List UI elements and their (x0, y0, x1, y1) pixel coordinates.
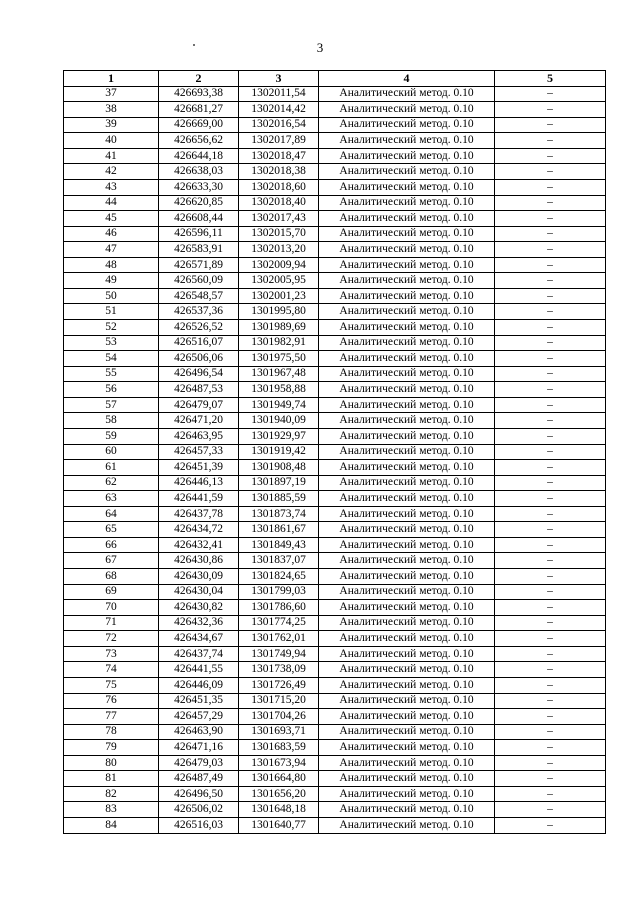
table-row (64, 195, 606, 211)
description-cell: – (495, 786, 606, 802)
y-coordinate-cell: 1302011,54 (239, 86, 319, 102)
x-coordinate-cell: 426560,09 (159, 273, 239, 289)
description-cell: – (495, 413, 606, 429)
method-cell: Аналитический метод. 0.10 (319, 86, 495, 102)
x-coordinate-cell: 426506,02 (159, 802, 239, 818)
x-coordinate-cell: 426441,59 (159, 491, 239, 507)
method-cell: Аналитический метод. 0.10 (319, 444, 495, 460)
method-cell: Аналитический метод. 0.10 (319, 133, 495, 149)
description-cell: – (495, 491, 606, 507)
description-cell: – (495, 320, 606, 336)
table-row (64, 755, 606, 771)
description-cell: – (495, 211, 606, 227)
point-number-cell: 71 (64, 615, 159, 631)
table-row (64, 102, 606, 118)
y-coordinate-cell: 1302017,89 (239, 133, 319, 149)
coordinates-table (63, 70, 606, 834)
method-cell: Аналитический метод. 0.10 (319, 569, 495, 585)
point-number-cell: 60 (64, 444, 159, 460)
table-row (64, 600, 606, 616)
description-cell: – (495, 133, 606, 149)
point-number-cell: 76 (64, 693, 159, 709)
x-coordinate-cell: 426693,38 (159, 86, 239, 102)
description-cell: – (495, 335, 606, 351)
method-cell: Аналитический метод. 0.10 (319, 257, 495, 273)
y-coordinate-cell: 1301640,77 (239, 818, 319, 834)
x-coordinate-cell: 426571,89 (159, 257, 239, 273)
x-coordinate-cell: 426437,78 (159, 506, 239, 522)
point-number-cell: 80 (64, 755, 159, 771)
point-number-cell: 55 (64, 366, 159, 382)
description-cell: – (495, 117, 606, 133)
x-coordinate-cell: 426471,16 (159, 740, 239, 756)
point-number-cell: 52 (64, 320, 159, 336)
y-coordinate-cell: 1302013,20 (239, 242, 319, 258)
table-row (64, 86, 606, 102)
description-cell: – (495, 631, 606, 647)
method-cell: Аналитический метод. 0.10 (319, 740, 495, 756)
x-coordinate-cell: 426430,09 (159, 569, 239, 585)
y-coordinate-cell: 1301995,80 (239, 304, 319, 320)
description-cell: – (495, 102, 606, 118)
table-header (64, 71, 606, 87)
method-cell: Аналитический метод. 0.10 (319, 755, 495, 771)
method-cell: Аналитический метод. 0.10 (319, 802, 495, 818)
x-coordinate-cell: 426446,09 (159, 677, 239, 693)
table-row (64, 413, 606, 429)
point-number-cell: 74 (64, 662, 159, 678)
table-row (64, 257, 606, 273)
y-coordinate-cell: 1301982,91 (239, 335, 319, 351)
x-coordinate-cell: 426457,29 (159, 709, 239, 725)
description-cell: – (495, 382, 606, 398)
header-row (64, 71, 606, 87)
method-cell: Аналитический метод. 0.10 (319, 102, 495, 118)
point-number-cell: 54 (64, 351, 159, 367)
y-coordinate-cell: 1301861,67 (239, 522, 319, 538)
description-cell: – (495, 242, 606, 258)
description-cell: – (495, 677, 606, 693)
table-body (64, 86, 606, 833)
table-row (64, 771, 606, 787)
x-coordinate-cell: 426434,72 (159, 522, 239, 538)
x-coordinate-cell: 426537,36 (159, 304, 239, 320)
point-number-cell: 46 (64, 226, 159, 242)
x-coordinate-cell: 426526,52 (159, 320, 239, 336)
x-coordinate-cell: 426487,49 (159, 771, 239, 787)
method-cell: Аналитический метод. 0.10 (319, 413, 495, 429)
x-coordinate-cell: 426608,44 (159, 211, 239, 227)
x-coordinate-cell: 426620,85 (159, 195, 239, 211)
y-coordinate-cell: 1301949,74 (239, 397, 319, 413)
y-coordinate-cell: 1301837,07 (239, 553, 319, 569)
point-number-cell: 65 (64, 522, 159, 538)
x-coordinate-cell: 426434,67 (159, 631, 239, 647)
method-cell: Аналитический метод. 0.10 (319, 164, 495, 180)
point-number-cell: 47 (64, 242, 159, 258)
method-cell: Аналитический метод. 0.10 (319, 351, 495, 367)
description-cell: – (495, 351, 606, 367)
y-coordinate-cell: 1301726,49 (239, 677, 319, 693)
table-row (64, 677, 606, 693)
table-row (64, 491, 606, 507)
x-coordinate-cell: 426463,90 (159, 724, 239, 740)
description-cell: – (495, 584, 606, 600)
description-cell: – (495, 304, 606, 320)
description-cell: – (495, 600, 606, 616)
method-cell: Аналитический метод. 0.10 (319, 211, 495, 227)
description-cell: – (495, 771, 606, 787)
y-coordinate-cell: 1301683,59 (239, 740, 319, 756)
x-coordinate-cell: 426496,54 (159, 366, 239, 382)
table-row (64, 709, 606, 725)
method-cell: Аналитический метод. 0.10 (319, 475, 495, 491)
method-cell: Аналитический метод. 0.10 (319, 584, 495, 600)
point-number-cell: 56 (64, 382, 159, 398)
description-cell: – (495, 273, 606, 289)
method-cell: Аналитический метод. 0.10 (319, 179, 495, 195)
point-number-cell: 50 (64, 288, 159, 304)
y-coordinate-cell: 1302018,60 (239, 179, 319, 195)
table-row (64, 304, 606, 320)
point-number-cell: 69 (64, 584, 159, 600)
y-coordinate-cell: 1302005,95 (239, 273, 319, 289)
method-cell: Аналитический метод. 0.10 (319, 646, 495, 662)
x-coordinate-cell: 426441,55 (159, 662, 239, 678)
method-cell: Аналитический метод. 0.10 (319, 148, 495, 164)
table-row (64, 740, 606, 756)
method-cell: Аналитический метод. 0.10 (319, 631, 495, 647)
description-cell: – (495, 615, 606, 631)
method-cell: Аналитический метод. 0.10 (319, 662, 495, 678)
table-row (64, 537, 606, 553)
description-cell: – (495, 569, 606, 585)
method-cell: Аналитический метод. 0.10 (319, 320, 495, 336)
y-coordinate-cell: 1301873,74 (239, 506, 319, 522)
point-number-cell: 63 (64, 491, 159, 507)
y-coordinate-cell: 1301774,25 (239, 615, 319, 631)
header-description: 5 (495, 71, 606, 87)
x-coordinate-cell: 426516,07 (159, 335, 239, 351)
method-cell: Аналитический метод. 0.10 (319, 460, 495, 476)
point-number-cell: 43 (64, 179, 159, 195)
table-row (64, 553, 606, 569)
x-coordinate-cell: 426633,30 (159, 179, 239, 195)
table-row (64, 522, 606, 538)
description-cell: – (495, 537, 606, 553)
y-coordinate-cell: 1302014,42 (239, 102, 319, 118)
x-coordinate-cell: 426583,91 (159, 242, 239, 258)
method-cell: Аналитический метод. 0.10 (319, 382, 495, 398)
description-cell: – (495, 179, 606, 195)
description-cell: – (495, 709, 606, 725)
x-coordinate-cell: 426430,86 (159, 553, 239, 569)
y-coordinate-cell: 1302018,40 (239, 195, 319, 211)
point-number-cell: 41 (64, 148, 159, 164)
method-cell: Аналитический метод. 0.10 (319, 506, 495, 522)
y-coordinate-cell: 1302018,47 (239, 148, 319, 164)
table-row (64, 133, 606, 149)
table-row (64, 818, 606, 834)
description-cell: – (495, 740, 606, 756)
table-row (64, 148, 606, 164)
method-cell: Аналитический метод. 0.10 (319, 226, 495, 242)
y-coordinate-cell: 1301975,50 (239, 351, 319, 367)
table-row (64, 242, 606, 258)
table-row (64, 397, 606, 413)
method-cell: Аналитический метод. 0.10 (319, 288, 495, 304)
table-row (64, 444, 606, 460)
method-cell: Аналитический метод. 0.10 (319, 771, 495, 787)
y-coordinate-cell: 1301849,43 (239, 537, 319, 553)
x-coordinate-cell: 426451,39 (159, 460, 239, 476)
x-coordinate-cell: 426681,27 (159, 102, 239, 118)
table-row (64, 164, 606, 180)
point-number-cell: 81 (64, 771, 159, 787)
point-number-cell: 77 (64, 709, 159, 725)
table-row (64, 569, 606, 585)
point-number-cell: 78 (64, 724, 159, 740)
point-number-cell: 48 (64, 257, 159, 273)
y-coordinate-cell: 1301940,09 (239, 413, 319, 429)
description-cell: – (495, 475, 606, 491)
description-cell: – (495, 662, 606, 678)
y-coordinate-cell: 1301885,59 (239, 491, 319, 507)
x-coordinate-cell: 426446,13 (159, 475, 239, 491)
table-row (64, 117, 606, 133)
y-coordinate-cell: 1301897,19 (239, 475, 319, 491)
method-cell: Аналитический метод. 0.10 (319, 600, 495, 616)
description-cell: – (495, 288, 606, 304)
point-number-cell: 64 (64, 506, 159, 522)
table-row (64, 351, 606, 367)
table-row (64, 802, 606, 818)
description-cell: – (495, 646, 606, 662)
point-number-cell: 39 (64, 117, 159, 133)
description-cell: – (495, 506, 606, 522)
table-row (64, 693, 606, 709)
description-cell: – (495, 755, 606, 771)
point-number-cell: 53 (64, 335, 159, 351)
method-cell: Аналитический метод. 0.10 (319, 366, 495, 382)
description-cell: – (495, 724, 606, 740)
y-coordinate-cell: 1301648,18 (239, 802, 319, 818)
table-row (64, 631, 606, 647)
table-row (64, 382, 606, 398)
y-coordinate-cell: 1302015,70 (239, 226, 319, 242)
table-row (64, 724, 606, 740)
description-cell: – (495, 164, 606, 180)
x-coordinate-cell: 426471,20 (159, 413, 239, 429)
header-x-coordinate: 2 (159, 71, 239, 87)
description-cell: – (495, 693, 606, 709)
point-number-cell: 83 (64, 802, 159, 818)
x-coordinate-cell: 426638,03 (159, 164, 239, 180)
point-number-cell: 49 (64, 273, 159, 289)
point-number-cell: 44 (64, 195, 159, 211)
y-coordinate-cell: 1301929,97 (239, 428, 319, 444)
description-cell: – (495, 802, 606, 818)
point-number-cell: 75 (64, 677, 159, 693)
header-point-number: 1 (64, 71, 159, 87)
y-coordinate-cell: 1301786,60 (239, 600, 319, 616)
description-cell: – (495, 195, 606, 211)
method-cell: Аналитический метод. 0.10 (319, 615, 495, 631)
header-y-coordinate: 3 (239, 71, 319, 87)
y-coordinate-cell: 1302009,94 (239, 257, 319, 273)
table-row (64, 226, 606, 242)
description-cell: – (495, 553, 606, 569)
table-row (64, 179, 606, 195)
table-row (64, 584, 606, 600)
description-cell: – (495, 366, 606, 382)
method-cell: Аналитический метод. 0.10 (319, 818, 495, 834)
table-row (64, 646, 606, 662)
y-coordinate-cell: 1301704,26 (239, 709, 319, 725)
point-number-cell: 40 (64, 133, 159, 149)
method-cell: Аналитический метод. 0.10 (319, 491, 495, 507)
x-coordinate-cell: 426451,35 (159, 693, 239, 709)
y-coordinate-cell: 1301908,48 (239, 460, 319, 476)
table-row (64, 475, 606, 491)
point-number-cell: 45 (64, 211, 159, 227)
x-coordinate-cell: 426457,33 (159, 444, 239, 460)
x-coordinate-cell: 426479,07 (159, 397, 239, 413)
table-row (64, 335, 606, 351)
method-cell: Аналитический метод. 0.10 (319, 724, 495, 740)
x-coordinate-cell: 426669,00 (159, 117, 239, 133)
method-cell: Аналитический метод. 0.10 (319, 195, 495, 211)
x-coordinate-cell: 426644,18 (159, 148, 239, 164)
x-coordinate-cell: 426430,82 (159, 600, 239, 616)
y-coordinate-cell: 1302017,43 (239, 211, 319, 227)
point-number-cell: 67 (64, 553, 159, 569)
method-cell: Аналитический метод. 0.10 (319, 304, 495, 320)
point-number-cell: 51 (64, 304, 159, 320)
method-cell: Аналитический метод. 0.10 (319, 117, 495, 133)
y-coordinate-cell: 1301967,48 (239, 366, 319, 382)
point-number-cell: 70 (64, 600, 159, 616)
point-number-cell: 59 (64, 428, 159, 444)
x-coordinate-cell: 426463,95 (159, 428, 239, 444)
point-number-cell: 57 (64, 397, 159, 413)
y-coordinate-cell: 1301989,69 (239, 320, 319, 336)
table-row (64, 506, 606, 522)
table-row (64, 428, 606, 444)
y-coordinate-cell: 1302016,54 (239, 117, 319, 133)
page-number: 3 (316, 40, 324, 55)
description-cell: – (495, 86, 606, 102)
description-cell: – (495, 818, 606, 834)
point-number-cell: 68 (64, 569, 159, 585)
table-row (64, 320, 606, 336)
point-number-cell: 38 (64, 102, 159, 118)
y-coordinate-cell: 1301919,42 (239, 444, 319, 460)
x-coordinate-cell: 426496,50 (159, 786, 239, 802)
y-coordinate-cell: 1301664,80 (239, 771, 319, 787)
table-row (64, 662, 606, 678)
y-coordinate-cell: 1301656,20 (239, 786, 319, 802)
method-cell: Аналитический метод. 0.10 (319, 553, 495, 569)
point-number-cell: 61 (64, 460, 159, 476)
table-row (64, 211, 606, 227)
point-number-cell: 42 (64, 164, 159, 180)
description-cell: – (495, 397, 606, 413)
method-cell: Аналитический метод. 0.10 (319, 677, 495, 693)
x-coordinate-cell: 426506,06 (159, 351, 239, 367)
x-coordinate-cell: 426516,03 (159, 818, 239, 834)
method-cell: Аналитический метод. 0.10 (319, 522, 495, 538)
description-cell: – (495, 444, 606, 460)
method-cell: Аналитический метод. 0.10 (319, 273, 495, 289)
table-row (64, 786, 606, 802)
method-cell: Аналитический метод. 0.10 (319, 242, 495, 258)
description-cell: – (495, 226, 606, 242)
header-method: 4 (319, 71, 495, 87)
table-row (64, 288, 606, 304)
x-coordinate-cell: 426430,04 (159, 584, 239, 600)
description-cell: – (495, 460, 606, 476)
x-coordinate-cell: 426479,03 (159, 755, 239, 771)
point-number-cell: 82 (64, 786, 159, 802)
y-coordinate-cell: 1302018,38 (239, 164, 319, 180)
y-coordinate-cell: 1301738,09 (239, 662, 319, 678)
method-cell: Аналитический метод. 0.10 (319, 693, 495, 709)
table-row (64, 366, 606, 382)
point-number-cell: 37 (64, 86, 159, 102)
point-number-cell: 72 (64, 631, 159, 647)
scan-speck (193, 44, 195, 46)
description-cell: – (495, 522, 606, 538)
description-cell: – (495, 148, 606, 164)
method-cell: Аналитический метод. 0.10 (319, 537, 495, 553)
point-number-cell: 73 (64, 646, 159, 662)
table-row (64, 615, 606, 631)
y-coordinate-cell: 1301715,20 (239, 693, 319, 709)
y-coordinate-cell: 1301824,65 (239, 569, 319, 585)
point-number-cell: 66 (64, 537, 159, 553)
point-number-cell: 79 (64, 740, 159, 756)
method-cell: Аналитический метод. 0.10 (319, 786, 495, 802)
y-coordinate-cell: 1301762,01 (239, 631, 319, 647)
x-coordinate-cell: 426437,74 (159, 646, 239, 662)
y-coordinate-cell: 1301749,94 (239, 646, 319, 662)
method-cell: Аналитический метод. 0.10 (319, 709, 495, 725)
y-coordinate-cell: 1302001,23 (239, 288, 319, 304)
description-cell: – (495, 428, 606, 444)
method-cell: Аналитический метод. 0.10 (319, 335, 495, 351)
table-row (64, 460, 606, 476)
point-number-cell: 58 (64, 413, 159, 429)
method-cell: Аналитический метод. 0.10 (319, 397, 495, 413)
table-row (64, 273, 606, 289)
y-coordinate-cell: 1301958,88 (239, 382, 319, 398)
x-coordinate-cell: 426548,57 (159, 288, 239, 304)
x-coordinate-cell: 426487,53 (159, 382, 239, 398)
x-coordinate-cell: 426656,62 (159, 133, 239, 149)
y-coordinate-cell: 1301693,71 (239, 724, 319, 740)
x-coordinate-cell: 426596,11 (159, 226, 239, 242)
y-coordinate-cell: 1301673,94 (239, 755, 319, 771)
point-number-cell: 84 (64, 818, 159, 834)
point-number-cell: 62 (64, 475, 159, 491)
description-cell: – (495, 257, 606, 273)
x-coordinate-cell: 426432,36 (159, 615, 239, 631)
y-coordinate-cell: 1301799,03 (239, 584, 319, 600)
method-cell: Аналитический метод. 0.10 (319, 428, 495, 444)
x-coordinate-cell: 426432,41 (159, 537, 239, 553)
